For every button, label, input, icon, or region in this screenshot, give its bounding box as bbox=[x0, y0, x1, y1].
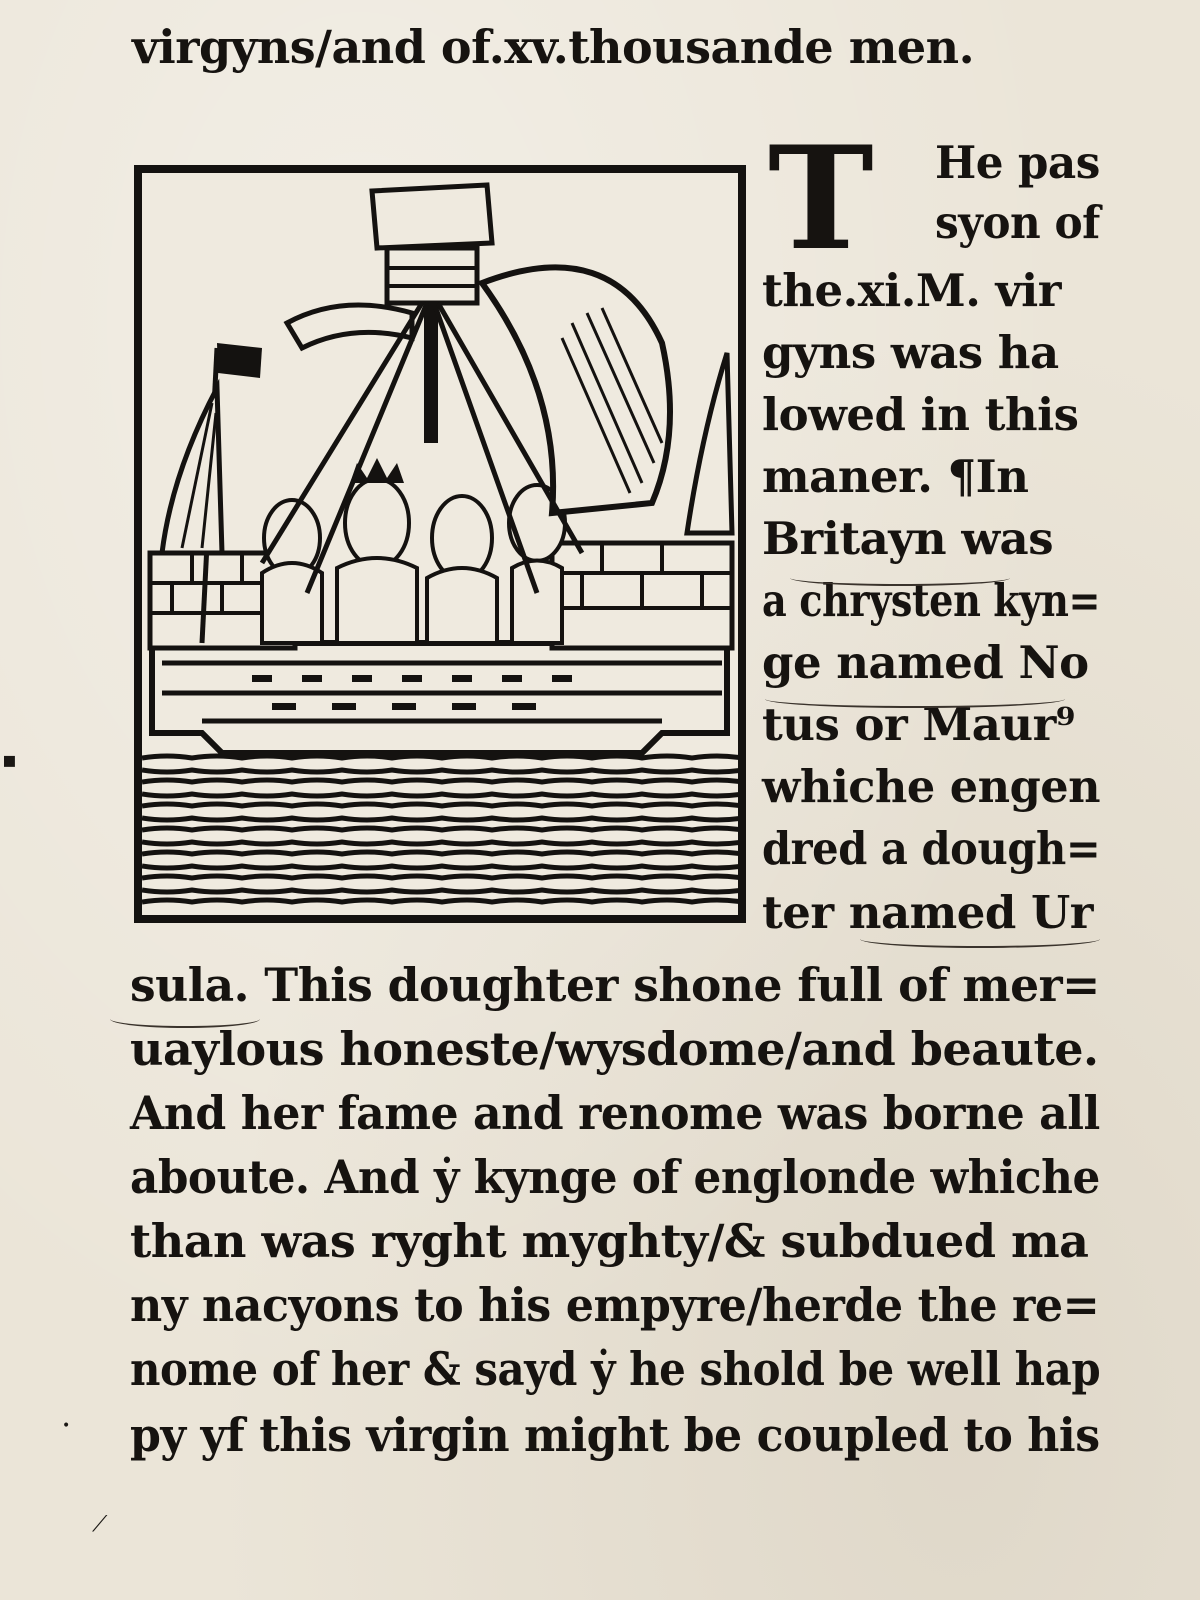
body-line: py yf this virgin might be coupled to his bbox=[130, 1408, 1100, 1462]
column-line: whiche engen bbox=[762, 760, 1101, 813]
column-line: He pas bbox=[935, 136, 1100, 189]
sea-wave bbox=[142, 890, 738, 892]
hand-underline bbox=[110, 1010, 260, 1028]
sea-wave bbox=[142, 780, 738, 782]
column-line: the.xi.M. vir bbox=[762, 264, 1061, 317]
ink-speck: ▪ bbox=[2, 748, 17, 773]
column-line: ter named Ur bbox=[762, 886, 1093, 939]
sea-wave bbox=[142, 852, 738, 854]
body-line: uaylous honeste/wysdome/and beaute. bbox=[130, 1022, 1099, 1076]
drop-cap: T bbox=[768, 116, 874, 282]
ink-speck: ⟋ bbox=[92, 1512, 108, 1537]
column-line: lowed in this bbox=[762, 388, 1079, 441]
sea-wave bbox=[142, 794, 738, 796]
column-line: a chrysten kyn= bbox=[762, 574, 1101, 627]
body-line: sula. This doughter shone full of mer= bbox=[130, 958, 1100, 1012]
sea-wave bbox=[142, 756, 738, 758]
hand-underline bbox=[790, 570, 1010, 586]
sea-wave bbox=[142, 842, 738, 844]
sea-wave bbox=[142, 828, 738, 830]
ship-icon bbox=[142, 173, 738, 915]
body-line: nome of her & sayd ẏ he shold be well hap bbox=[130, 1342, 1101, 1396]
column-line: ge named No bbox=[762, 636, 1089, 689]
body-line: aboute. And ẏ kynge of englonde whiche bbox=[130, 1150, 1100, 1204]
ink-speck: • bbox=[62, 1418, 71, 1434]
sea-wave bbox=[142, 876, 738, 878]
column-line: Britayn was bbox=[762, 512, 1054, 565]
sea-wave bbox=[142, 804, 738, 806]
column-line: tus or Maur⁹ bbox=[762, 698, 1075, 751]
body-line: And her fame and renome was borne all bbox=[130, 1086, 1100, 1140]
body-line: ny nacyons to his empyre/herde the re= bbox=[130, 1278, 1100, 1332]
column-line: gyns was ha bbox=[762, 326, 1059, 379]
hand-underline bbox=[860, 930, 1100, 948]
column-line: maner. ¶In bbox=[762, 450, 1029, 503]
sea-wave bbox=[142, 770, 738, 772]
top-line: virgyns/and of.xv.thousande men. bbox=[132, 20, 975, 74]
column-line: dred a dough= bbox=[762, 822, 1101, 875]
column-line: syon of bbox=[935, 196, 1100, 249]
sea-wave bbox=[142, 900, 738, 902]
hand-underline bbox=[765, 690, 1065, 708]
sea-wave bbox=[142, 818, 738, 820]
body-line: than was ryght myghty/& subdued ma bbox=[130, 1214, 1089, 1268]
sea-wave bbox=[142, 866, 738, 868]
woodcut-illustration bbox=[134, 165, 746, 923]
